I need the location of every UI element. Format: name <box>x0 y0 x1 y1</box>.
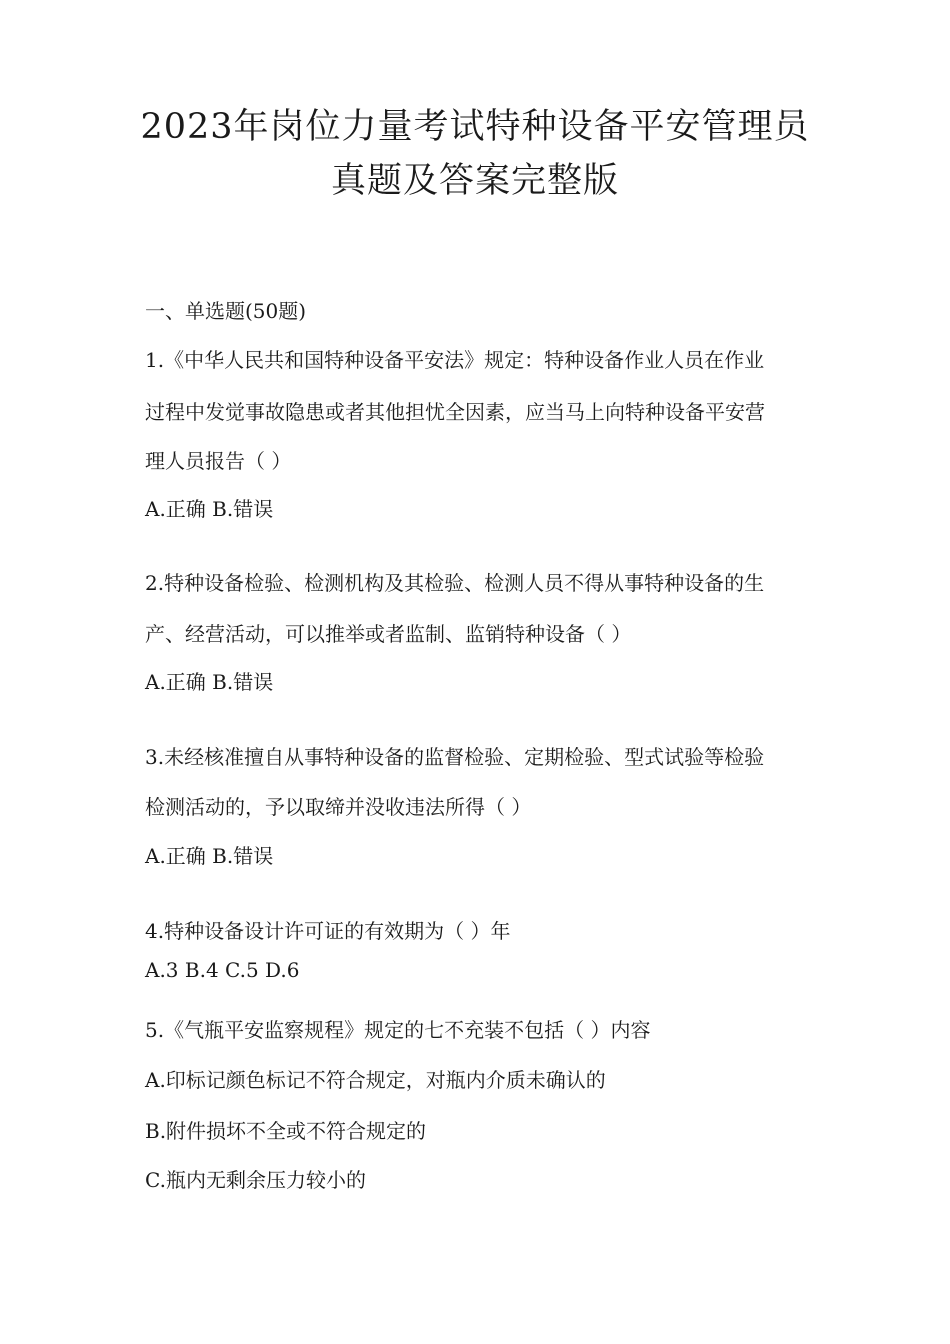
question-5-option-c: C.瓶内无剩余压力较小的 <box>145 1168 366 1192</box>
document-title-line-1: 2023年岗位力量考试特种设备平安管理员 <box>140 107 810 147</box>
question-1-options: A.正确 B.错误 <box>145 497 274 521</box>
question-3-stem-line-2: 检测活动的，予以取缔并没收违法所得（ ） <box>145 795 532 819</box>
question-4-options: A.3 B.4 C.5 D.6 <box>145 958 300 982</box>
section-heading: 一、单选题(50题) <box>145 299 307 323</box>
question-5-stem: 5.《气瓶平安监察规程》规定的七不充装不包括（ ）内容 <box>145 1018 651 1042</box>
question-5-option-b: B.附件损坏不全或不符合规定的 <box>145 1119 427 1143</box>
document-title-line-2: 真题及答案完整版 <box>330 161 619 201</box>
question-5-option-a: A.印标记颜色标记不符合规定，对瓶内介质未确认的 <box>145 1068 606 1092</box>
question-3-options: A.正确 B.错误 <box>145 844 274 868</box>
question-1-stem-line-1: 1.《中华人民共和国特种设备平安法》规定：特种设备作业人员在作业 <box>145 348 765 372</box>
question-1-stem-line-3: 理人员报告（ ） <box>145 449 292 473</box>
question-2-stem-line-2: 产、经营活动，可以推举或者监制、监销特种设备（ ） <box>145 622 632 646</box>
question-3-stem-line-1: 3.未经核准擅自从事特种设备的监督检验、定期检验、型式试验等检验 <box>145 745 765 769</box>
question-4-stem: 4.特种设备设计许可证的有效期为（ ）年 <box>145 919 511 943</box>
question-1-stem-line-2: 过程中发觉事故隐患或者其他担忧全因素，应当马上向特种设备平安营 <box>145 400 765 424</box>
question-2-options: A.正确 B.错误 <box>145 670 274 694</box>
question-2-stem-line-1: 2.特种设备检验、检测机构及其检验、检测人员不得从事特种设备的生 <box>145 571 765 595</box>
